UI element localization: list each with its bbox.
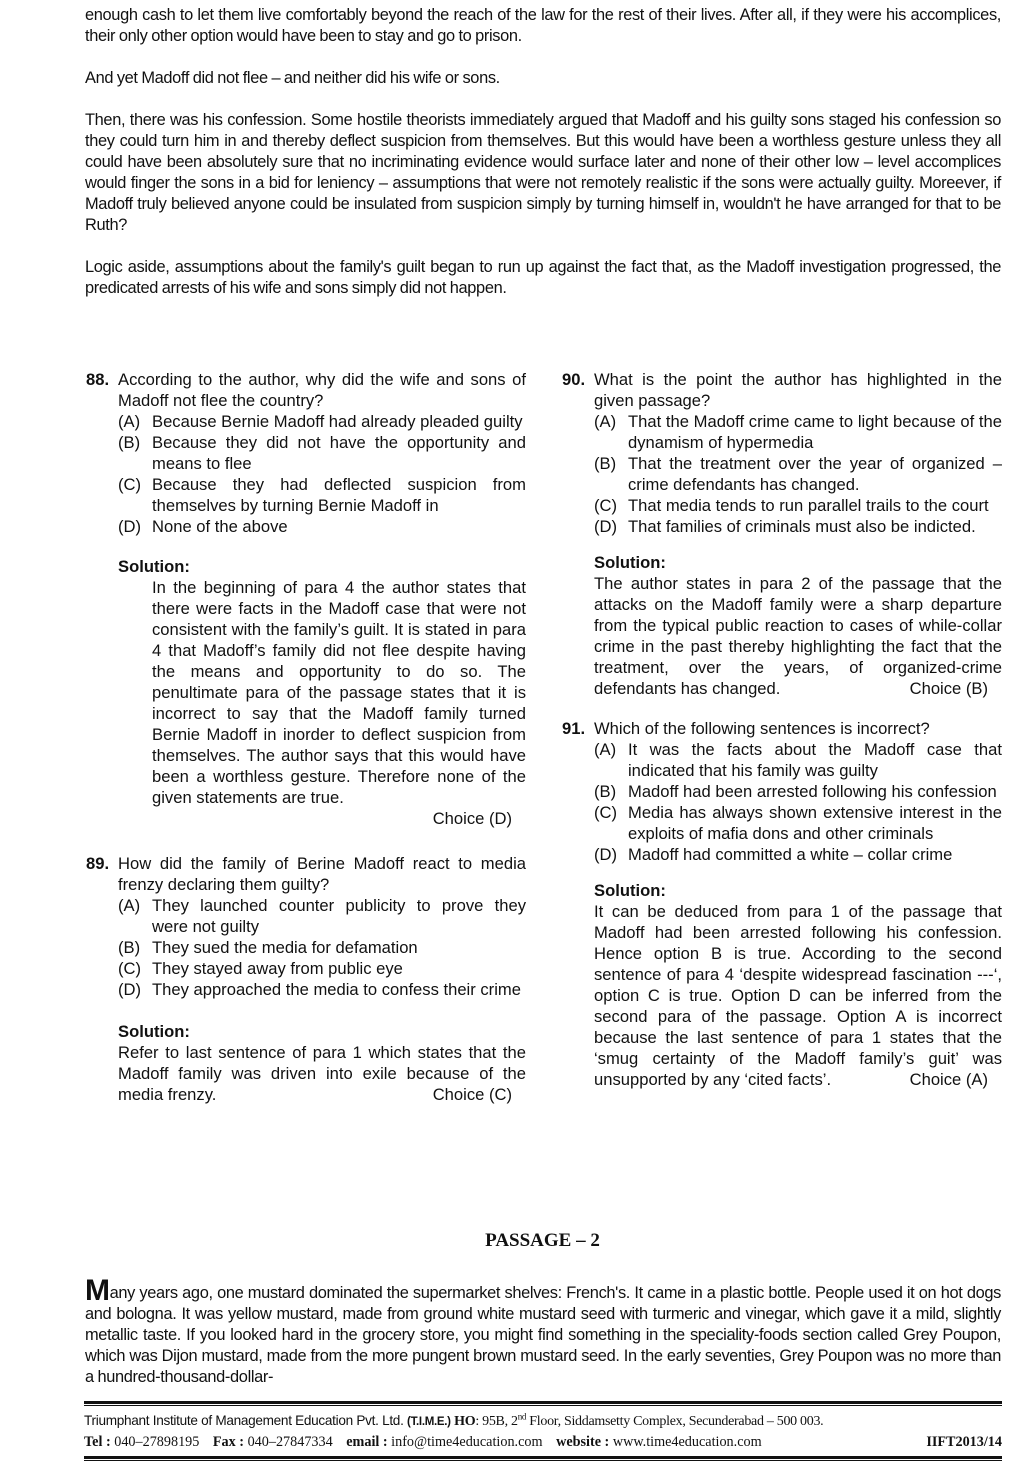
option-c (594, 495, 1002, 516)
option-letter: (C) (594, 496, 618, 515)
question-number: 88. (86, 370, 110, 389)
solution-text: Refer to last sentence of para 1 which states that the Madoff family was driven into exile because of the media frenzy. Choice (C) (118, 1043, 526, 1104)
solution-91 (562, 880, 1002, 1090)
option-text: They stayed away from public eye (152, 959, 403, 978)
option-letter: (D) (118, 980, 142, 999)
options-list (594, 411, 1002, 537)
footer-address-line: Triumphant Institute of Management Education Pvt. Ltd. (T.I.M.E.) HO: 95B, 2nd Floor, Siddamsetty Complex, Secunderabad – 500 003. (84, 1411, 824, 1429)
option-letter: (D) (118, 517, 142, 536)
option-text: That media tends to run parallel trails to the court (628, 496, 989, 515)
option-text: Media has always shown extensive interest in the exploits of mafia dons and other criminals (628, 803, 1002, 843)
question-88 (86, 369, 526, 537)
option-c (594, 802, 1002, 844)
option-text: It was the facts about the Madoff case that indicated that his family was guilty (628, 740, 1002, 780)
question-90 (562, 369, 1002, 537)
option-text: None of the above (152, 517, 288, 536)
option-letter: (C) (118, 475, 142, 494)
question-number: 90. (562, 370, 586, 389)
option-letter: (A) (594, 412, 617, 431)
tel-label: Tel : (84, 1434, 111, 1450)
option-d (594, 844, 1002, 865)
passage-paragraph: Logic aside, assumptions about the family's guilt began to run up against the fact that, as the Madoff investigation progressed, the predicated arrests of his wife and sons simply did not happen. (85, 258, 1001, 297)
option-text: Because Bernie Madoff had already pleaded guilty (152, 412, 523, 431)
option-a (118, 895, 526, 937)
option-letter: (A) (594, 740, 617, 759)
option-letter: (D) (594, 517, 618, 536)
passage-2-body: any years ago, one mustard dominated the supermarket shelves: French's. It came in a plastic bottle. People used it on hot dogs and bologna. It was yellow mustard, made from ground white mustard seed with turmeric and vinegar, which gave it a mild, slightly metallic taste. If you looked hard in the grocery store, you might find something in the speciality-foods section called Grey Poupon, which was Dijon mustard, made from the more pungent brown mustard seed. In the early seventies, Grey Poupon was no more than a hundred-thousand-dollar- (85, 1284, 1001, 1386)
solution-label: Solution: (594, 881, 666, 900)
solution-text: It can be deduced from para 1 of the passage that Madoff had been arrested following his confession. Hence option B is true. According to the second sentence of para 4 ‘despite widespread fascination ---‘, option C is true. Option D can be inferred from the second para of the passage. Option A is incorrect because the last sentence of para 1 states that the ‘smug certainty of the Madoff family’s guit’ was unsupported by any ‘cited facts’. Choice (A) (594, 902, 1002, 1089)
answer-choice: Choice (A) (909, 1070, 988, 1089)
footer-contact-line (84, 1432, 1002, 1456)
options-list (594, 739, 1002, 865)
option-text: That families of criminals must also be indicted. (628, 517, 976, 536)
option-letter: (C) (118, 959, 142, 978)
option-letter: (B) (118, 938, 141, 957)
solution-label: Solution: (594, 553, 666, 572)
option-a (594, 739, 1002, 781)
answer-choice: Choice (C) (432, 1085, 512, 1104)
page-code: IIFT2013/14 (926, 1434, 1002, 1450)
option-letter: (B) (594, 454, 617, 473)
address: Floor, Siddamsetty Complex, Secunderabad – 500 003. (526, 1414, 824, 1429)
left-column (86, 369, 526, 1105)
solution-text: The author states in para 2 of the passage that the attacks on the Madoff family were a sharp departure from the typical public reaction to cases of while-collar crime in the past thereby highlighting the fact that the treatment, over the years, of organized-crime defendants has changed. Choice (B) (594, 574, 1002, 698)
option-c (118, 958, 526, 979)
website-link[interactable]: www.time4education.com (612, 1434, 762, 1450)
passage-paragraph: Then, there was his confession. Some hostile theorists immediately argued that Madoff and his guilty sons staged his confession so they could turn him in and thereby deflect suspicion from themselves. But this would have been a worthless gesture unless they all could have been absolutely sure that no incriminating evidence would surface later and none of their other low – level accomplices would finger the sons in a bid for leniency – assumptions that were not remotely realistic if the sons were actually guilty. Moreever, if Madoff truly believed anyone could be insulated from suspicion simply by turning himself in, wouldn't he have arranged for that to be Ruth? (85, 111, 1001, 234)
solution-90 (562, 552, 1002, 699)
email-label: email : (346, 1434, 388, 1450)
question-text: According to the author, why did the wife and sons of Madoff not flee the country? (118, 370, 526, 410)
option-d (594, 516, 1002, 537)
answer-choice: Choice (D) (432, 809, 512, 828)
option-text: Because they had deflected suspicion from themselves by turning Bernie Madoff in (152, 475, 526, 515)
option-letter: (A) (118, 412, 141, 431)
passage-2-title: PASSAGE – 2 (485, 1230, 600, 1251)
option-text: Madoff had committed a white – collar crime (628, 845, 953, 864)
option-b (594, 781, 1002, 802)
option-text: Because they did not have the opportunity and means to flee (152, 433, 526, 473)
solution-label: Solution: (118, 1022, 190, 1041)
passage-paragraph: And yet Madoff did not flee – and neither did his wife or sons. (85, 69, 500, 87)
option-d (118, 516, 526, 537)
answer-choice: Choice (B) (909, 679, 988, 698)
footer-bottom-rule (84, 1456, 1002, 1461)
fax-number: 040–27847334 (247, 1434, 333, 1450)
passage-paragraph: enough cash to let them live comfortably beyond the reach of the law for the rest of their lives. After all, if they were his accomplices, their only other option would have been to stay and go to prison. (85, 6, 1001, 45)
question-text: How did the family of Berine Madoff react to media frenzy declaring them guilty? (118, 854, 526, 894)
question-91 (562, 718, 1002, 865)
question-text: Which of the following sentences is incorrect? (594, 719, 930, 738)
solution-label: Solution: (118, 557, 190, 576)
option-letter: (A) (118, 896, 141, 915)
option-d (118, 979, 526, 1000)
solution-text: In the beginning of para 4 the author states that there were facts in the Madoff case that were not consistent with the family’s guilt. It is stated in para 4 that Madoff’s family did not flee despite having the means and opportunity to do so. The penultimate para of the passage states that it is incorrect to say that the Madoff family turned Bernie Madoff in inorder to deflect suspicion from themselves. The author says that this would have been a worthless gesture. Therefore none of the given statements are true. (152, 578, 526, 807)
institute-name: Triumphant Institute of Management Education Pvt. Ltd. (84, 1413, 404, 1428)
options-list (118, 895, 526, 1000)
option-b (118, 432, 526, 474)
question-number: 91. (562, 719, 586, 738)
option-text: That the Madoff crime came to light because of the dynamism of hypermedia (628, 412, 1002, 452)
solution-88 (86, 556, 526, 829)
options-list (118, 411, 526, 537)
option-b (594, 453, 1002, 495)
ho-label: HO (454, 1414, 476, 1429)
right-column (562, 369, 1002, 1090)
option-letter: (B) (118, 433, 141, 452)
question-89 (86, 853, 526, 1000)
tel-number: 040–27898195 (114, 1434, 200, 1450)
question-text: What is the point the author has highlighted in the given passage? (594, 370, 1002, 410)
option-a (594, 411, 1002, 453)
solution-89 (86, 1021, 526, 1105)
option-b (118, 937, 526, 958)
option-letter: (B) (594, 782, 617, 801)
option-text: That the treatment over the year of organized – crime defendants has changed. (628, 454, 1002, 494)
passage-1-text (85, 5, 1001, 320)
passage-2-text (85, 1274, 1001, 1388)
option-text: Madoff had been arrested following his confession (628, 782, 997, 801)
institute-abbr: (T.I.M.E.) (407, 1416, 451, 1428)
option-text: They launched counter publicity to prove they were not guilty (152, 896, 526, 936)
question-number: 89. (86, 854, 110, 873)
option-letter: (C) (594, 803, 618, 822)
option-a (118, 411, 526, 432)
option-text: They approached the media to confess their crime (152, 980, 521, 999)
email-link[interactable]: info@time4education.com (391, 1434, 543, 1450)
website-label: website : (556, 1434, 610, 1450)
page-footer (84, 1401, 1002, 1461)
option-letter: (D) (594, 845, 618, 864)
option-c (118, 474, 526, 516)
option-text: They sued the media for defamation (152, 938, 418, 957)
fax-label: Fax : (212, 1434, 245, 1450)
drop-cap: M (85, 1274, 110, 1307)
